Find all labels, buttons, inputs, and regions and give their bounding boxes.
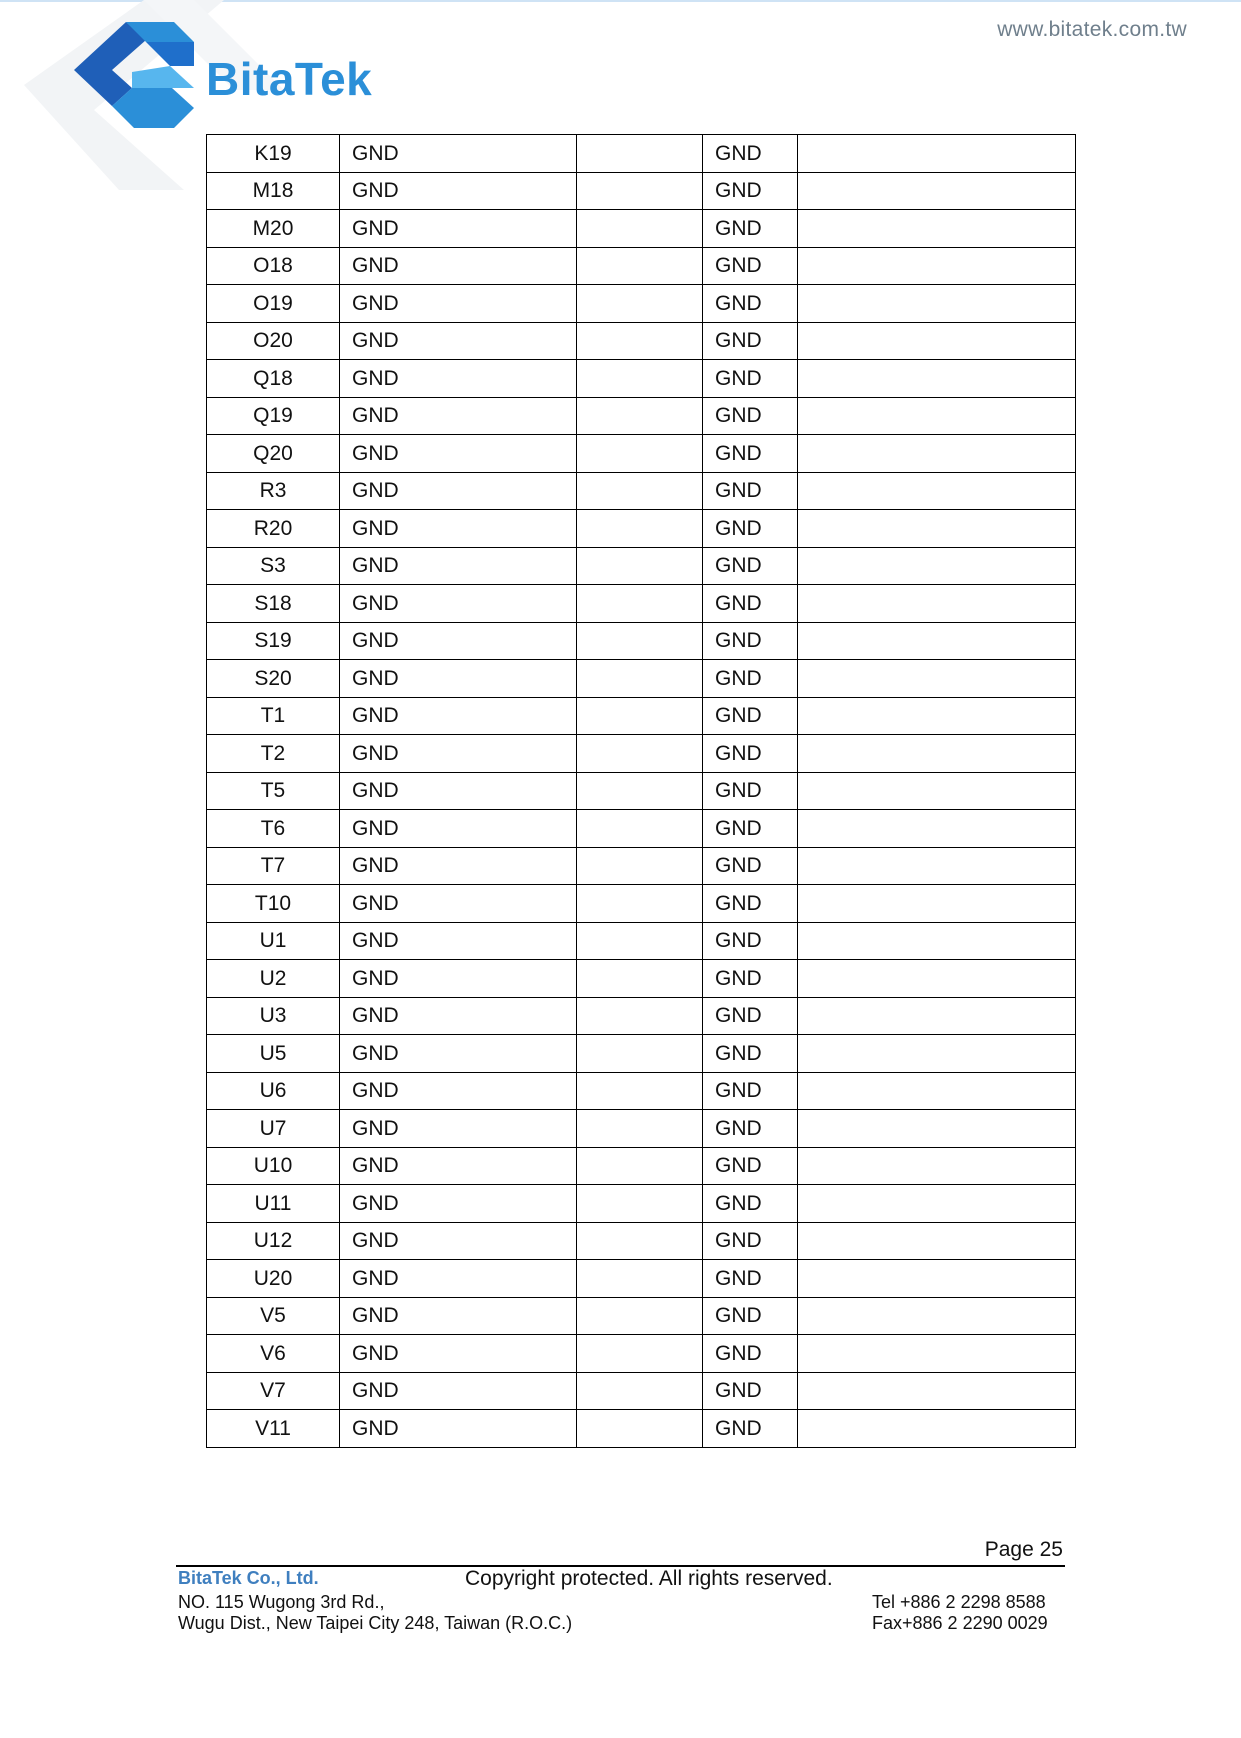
- description-cell: [798, 1147, 1076, 1185]
- description-cell: [798, 1410, 1076, 1448]
- description-cell: [798, 810, 1076, 848]
- table-row: [207, 135, 1076, 173]
- company-name: BitaTek Co., Ltd.: [178, 1568, 319, 1588]
- description-cell: [798, 922, 1076, 960]
- description-cell: [798, 322, 1076, 360]
- signal-cell: GND: [340, 847, 577, 885]
- pin-cell: V6: [207, 1335, 340, 1373]
- table-row: [207, 172, 1076, 210]
- signal-cell: GND: [340, 1260, 577, 1298]
- table-row: [207, 547, 1076, 585]
- signal-cell: GND: [340, 135, 577, 173]
- signal-cell: GND: [340, 922, 577, 960]
- table-row: [207, 247, 1076, 285]
- table-row: [207, 810, 1076, 848]
- io-cell: [577, 1410, 703, 1448]
- signal-cell: GND: [340, 772, 577, 810]
- type-cell: GND: [703, 397, 798, 435]
- pin-cell: T5: [207, 772, 340, 810]
- signal-cell: GND: [340, 1110, 577, 1148]
- pin-cell: U3: [207, 997, 340, 1035]
- description-cell: [798, 1035, 1076, 1073]
- io-cell: [577, 547, 703, 585]
- table-row: [207, 1410, 1076, 1448]
- signal-cell: GND: [340, 885, 577, 923]
- pin-cell: K19: [207, 135, 340, 173]
- table-row: [207, 510, 1076, 548]
- table-row: [207, 660, 1076, 698]
- address-line-1: NO. 115 Wugong 3rd Rd.,: [178, 1592, 385, 1612]
- pin-cell: U5: [207, 1035, 340, 1073]
- io-cell: [577, 1035, 703, 1073]
- signal-cell: GND: [340, 247, 577, 285]
- type-cell: GND: [703, 660, 798, 698]
- type-cell: GND: [703, 472, 798, 510]
- signal-cell: GND: [340, 1147, 577, 1185]
- type-cell: GND: [703, 585, 798, 623]
- brand-name: BitaTek: [206, 53, 373, 105]
- signal-cell: GND: [340, 810, 577, 848]
- table-row: [207, 210, 1076, 248]
- signal-cell: GND: [340, 210, 577, 248]
- pin-cell: T7: [207, 847, 340, 885]
- description-cell: [798, 1335, 1076, 1373]
- type-cell: GND: [703, 210, 798, 248]
- signal-cell: GND: [340, 997, 577, 1035]
- description-cell: [798, 1297, 1076, 1335]
- io-cell: [577, 922, 703, 960]
- io-cell: [577, 210, 703, 248]
- type-cell: GND: [703, 360, 798, 398]
- io-cell: [577, 360, 703, 398]
- table-row: [207, 735, 1076, 773]
- io-cell: [577, 585, 703, 623]
- description-cell: [798, 847, 1076, 885]
- type-cell: GND: [703, 322, 798, 360]
- table-row: [207, 997, 1076, 1035]
- description-cell: [798, 1222, 1076, 1260]
- io-cell: [577, 697, 703, 735]
- io-cell: [577, 1185, 703, 1223]
- description-cell: [798, 585, 1076, 623]
- description-cell: [798, 397, 1076, 435]
- pin-cell: S18: [207, 585, 340, 623]
- pin-cell: U7: [207, 1110, 340, 1148]
- signal-cell: GND: [340, 697, 577, 735]
- table-row: [207, 772, 1076, 810]
- description-cell: [798, 1072, 1076, 1110]
- pin-cell: T1: [207, 697, 340, 735]
- io-cell: [577, 435, 703, 473]
- page-number: Page 25: [984, 1538, 1063, 1561]
- bitatek-logo-icon: [74, 22, 194, 128]
- description-cell: [798, 210, 1076, 248]
- description-cell: [798, 360, 1076, 398]
- io-cell: [577, 1147, 703, 1185]
- pin-cell: V5: [207, 1297, 340, 1335]
- signal-cell: GND: [340, 1072, 577, 1110]
- type-cell: GND: [703, 735, 798, 773]
- table-row: [207, 360, 1076, 398]
- type-cell: GND: [703, 810, 798, 848]
- type-cell: GND: [703, 247, 798, 285]
- signal-cell: GND: [340, 285, 577, 323]
- io-cell: [577, 885, 703, 923]
- pin-cell: S20: [207, 660, 340, 698]
- signal-cell: GND: [340, 360, 577, 398]
- type-cell: GND: [703, 772, 798, 810]
- io-cell: [577, 472, 703, 510]
- pin-cell: V7: [207, 1372, 340, 1410]
- table-row: [207, 1185, 1076, 1223]
- pin-table-body: [207, 135, 1076, 1448]
- fax: Fax+886 2 2290 0029: [872, 1613, 1048, 1633]
- table-row: [207, 847, 1076, 885]
- signal-cell: GND: [340, 172, 577, 210]
- type-cell: GND: [703, 960, 798, 998]
- description-cell: [798, 960, 1076, 998]
- pin-cell: O20: [207, 322, 340, 360]
- io-cell: [577, 1335, 703, 1373]
- type-cell: GND: [703, 885, 798, 923]
- signal-cell: GND: [340, 735, 577, 773]
- pin-cell: S19: [207, 622, 340, 660]
- table-row: [207, 1035, 1076, 1073]
- description-cell: [798, 622, 1076, 660]
- io-cell: [577, 285, 703, 323]
- table-row: [207, 1110, 1076, 1148]
- type-cell: GND: [703, 547, 798, 585]
- telephone: Tel +886 2 2298 8588: [872, 1592, 1046, 1612]
- description-cell: [798, 997, 1076, 1035]
- io-cell: [577, 960, 703, 998]
- type-cell: GND: [703, 922, 798, 960]
- type-cell: GND: [703, 135, 798, 173]
- table-row: [207, 1372, 1076, 1410]
- table-row: [207, 435, 1076, 473]
- pin-cell: Q18: [207, 360, 340, 398]
- type-cell: GND: [703, 435, 798, 473]
- table-row: [207, 885, 1076, 923]
- signal-cell: GND: [340, 547, 577, 585]
- description-cell: [798, 472, 1076, 510]
- table-row: [207, 285, 1076, 323]
- description-cell: [798, 1110, 1076, 1148]
- type-cell: GND: [703, 1072, 798, 1110]
- pin-cell: U11: [207, 1185, 340, 1223]
- io-cell: [577, 660, 703, 698]
- io-cell: [577, 172, 703, 210]
- description-cell: [798, 1185, 1076, 1223]
- io-cell: [577, 847, 703, 885]
- io-cell: [577, 247, 703, 285]
- address-line-2: Wugu Dist., New Taipei City 248, Taiwan (R.O.C.): [178, 1613, 573, 1633]
- table-row: [207, 622, 1076, 660]
- signal-cell: GND: [340, 322, 577, 360]
- type-cell: GND: [703, 1110, 798, 1148]
- type-cell: GND: [703, 997, 798, 1035]
- pin-cell: U2: [207, 960, 340, 998]
- pin-cell: U20: [207, 1260, 340, 1298]
- type-cell: GND: [703, 1035, 798, 1073]
- website-url: www.bitatek.com.tw: [997, 18, 1187, 41]
- pin-cell: O18: [207, 247, 340, 285]
- io-cell: [577, 135, 703, 173]
- io-cell: [577, 397, 703, 435]
- signal-cell: GND: [340, 1335, 577, 1373]
- io-cell: [577, 1260, 703, 1298]
- pin-cell: R20: [207, 510, 340, 548]
- pin-cell: T10: [207, 885, 340, 923]
- io-cell: [577, 735, 703, 773]
- io-cell: [577, 622, 703, 660]
- table-row: [207, 1335, 1076, 1373]
- io-cell: [577, 322, 703, 360]
- pin-cell: U1: [207, 922, 340, 960]
- io-cell: [577, 1297, 703, 1335]
- description-cell: [798, 135, 1076, 173]
- type-cell: GND: [703, 1372, 798, 1410]
- type-cell: GND: [703, 1222, 798, 1260]
- description-cell: [798, 660, 1076, 698]
- pin-cell: U12: [207, 1222, 340, 1260]
- table-row: [207, 1260, 1076, 1298]
- signal-cell: GND: [340, 435, 577, 473]
- description-cell: [798, 1372, 1076, 1410]
- table-row: [207, 922, 1076, 960]
- pin-cell: O19: [207, 285, 340, 323]
- description-cell: [798, 697, 1076, 735]
- type-cell: GND: [703, 1185, 798, 1223]
- table-row: [207, 397, 1076, 435]
- table-row: [207, 1297, 1076, 1335]
- signal-cell: GND: [340, 1297, 577, 1335]
- io-cell: [577, 997, 703, 1035]
- type-cell: GND: [703, 1147, 798, 1185]
- io-cell: [577, 510, 703, 548]
- copyright-notice: Copyright protected. All rights reserved.: [465, 1567, 833, 1590]
- type-cell: GND: [703, 697, 798, 735]
- type-cell: GND: [703, 510, 798, 548]
- io-cell: [577, 810, 703, 848]
- io-cell: [577, 1072, 703, 1110]
- type-cell: GND: [703, 622, 798, 660]
- table-row: [207, 1222, 1076, 1260]
- io-cell: [577, 1222, 703, 1260]
- pin-cell: U6: [207, 1072, 340, 1110]
- signal-cell: GND: [340, 622, 577, 660]
- signal-cell: GND: [340, 1372, 577, 1410]
- table-row: [207, 1072, 1076, 1110]
- pin-cell: Q20: [207, 435, 340, 473]
- pin-cell: T2: [207, 735, 340, 773]
- description-cell: [798, 172, 1076, 210]
- table-row: [207, 322, 1076, 360]
- signal-cell: GND: [340, 585, 577, 623]
- pin-cell: R3: [207, 472, 340, 510]
- type-cell: GND: [703, 1260, 798, 1298]
- signal-cell: GND: [340, 1222, 577, 1260]
- pin-cell: S3: [207, 547, 340, 585]
- type-cell: GND: [703, 1297, 798, 1335]
- table-row: [207, 585, 1076, 623]
- description-cell: [798, 1260, 1076, 1298]
- pin-cell: T6: [207, 810, 340, 848]
- description-cell: [798, 735, 1076, 773]
- signal-cell: GND: [340, 472, 577, 510]
- type-cell: GND: [703, 1335, 798, 1373]
- io-cell: [577, 1110, 703, 1148]
- signal-cell: GND: [340, 1035, 577, 1073]
- description-cell: [798, 435, 1076, 473]
- io-cell: [577, 772, 703, 810]
- type-cell: GND: [703, 847, 798, 885]
- signal-cell: GND: [340, 1410, 577, 1448]
- pin-cell: M20: [207, 210, 340, 248]
- type-cell: GND: [703, 172, 798, 210]
- table-row: [207, 960, 1076, 998]
- signal-cell: GND: [340, 1185, 577, 1223]
- signal-cell: GND: [340, 960, 577, 998]
- type-cell: GND: [703, 1410, 798, 1448]
- description-cell: [798, 247, 1076, 285]
- description-cell: [798, 885, 1076, 923]
- table-row: [207, 472, 1076, 510]
- description-cell: [798, 772, 1076, 810]
- type-cell: GND: [703, 285, 798, 323]
- pin-cell: Q19: [207, 397, 340, 435]
- io-cell: [577, 1372, 703, 1410]
- pin-cell: U10: [207, 1147, 340, 1185]
- description-cell: [798, 510, 1076, 548]
- pin-cell: V11: [207, 1410, 340, 1448]
- description-cell: [798, 547, 1076, 585]
- pin-table: [206, 134, 1076, 1448]
- table-row: [207, 697, 1076, 735]
- signal-cell: GND: [340, 510, 577, 548]
- signal-cell: GND: [340, 660, 577, 698]
- description-cell: [798, 285, 1076, 323]
- signal-cell: GND: [340, 397, 577, 435]
- table-row: [207, 1147, 1076, 1185]
- pin-cell: M18: [207, 172, 340, 210]
